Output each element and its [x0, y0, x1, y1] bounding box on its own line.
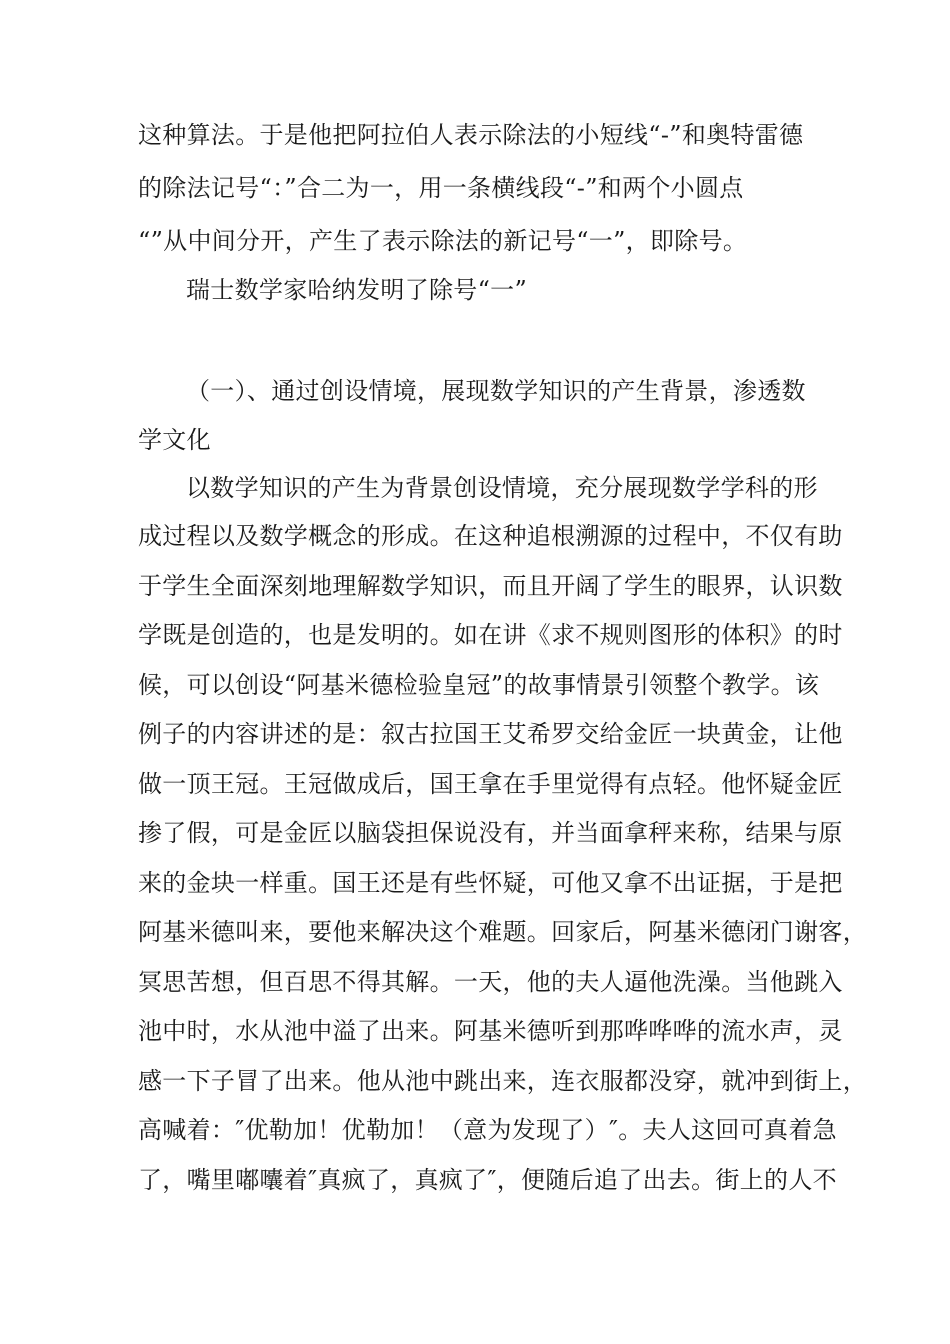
paragraph-line: 来的金块一样重。国王还是有些怀疑，可他又拿不出证据，于是把 [138, 869, 843, 897]
paragraph-line: 感一下子冒了出来。他从池中跳出来，连衣服都没穿，就冲到街上， [138, 1067, 867, 1095]
paragraph-line: 了，嘴里嘟囔着″真疯了，真疯了″，便随后追了出去。街上的人不 [138, 1166, 837, 1194]
text-line: “”从中间分开，产生了表示除法的新记号“一”，即除号。 [138, 227, 748, 255]
paragraph-line: 学既是创造的，也是发明的。如在讲《求不规则图形的体积》的时 [138, 621, 843, 649]
paragraph-line: 阿基米德叫来，要他来解决这个难题。回家后，阿基米德闭门谢客， [138, 918, 867, 946]
paragraph-line: 于学生全面深刻地理解数学知识，而且开阔了学生的眼界，认识数 [138, 572, 843, 600]
text-line: 瑞士数学家哈纳发明了除号“一” [186, 276, 528, 304]
paragraph-line: 成过程以及数学概念的形成。在这种追根溯源的过程中，不仅有助 [138, 522, 843, 550]
section-heading-line: 学文化 [138, 426, 211, 454]
paragraph-line: 例子的内容讲述的是：叙古拉国王艾希罗交给金匠一块黄金，让他 [138, 720, 843, 748]
paragraph-line: 掺了假，可是金匠以脑袋担保说没有，并当面拿秤来称，结果与原 [138, 819, 843, 847]
section-heading-line: （一）、通过创设情境，展现数学知识的产生背景，渗透数 [186, 377, 806, 405]
text-line: 的除法记号“：”合二为一，用一条横线段“-”和两个小圆点 [138, 174, 744, 202]
text-line: 这种算法。于是他把阿拉伯人表示除法的小短线“-”和奥特雷德 [138, 121, 804, 149]
paragraph-line: 以数学知识的产生为背景创设情境，充分展现数学学科的形 [186, 474, 818, 502]
paragraph-line: 池中时，水从池中溢了出来。阿基米德听到那哗哗哗的流水声，灵 [138, 1017, 843, 1045]
paragraph-line: 高喊着：″优勒加！优勒加！（意为发现了）″。夫人这回可真着急 [138, 1116, 837, 1144]
paragraph-line: 做一顶王冠。王冠做成后，国王拿在手里觉得有点轻。他怀疑金匠 [138, 770, 843, 798]
paragraph-line: 候，可以创设“阿基米德检验皇冠”的故事情景引领整个教学。该 [138, 671, 820, 699]
paragraph-line: 冥思苦想，但百思不得其解。一天，他的夫人逼他洗澡。当他跳入 [138, 968, 843, 996]
